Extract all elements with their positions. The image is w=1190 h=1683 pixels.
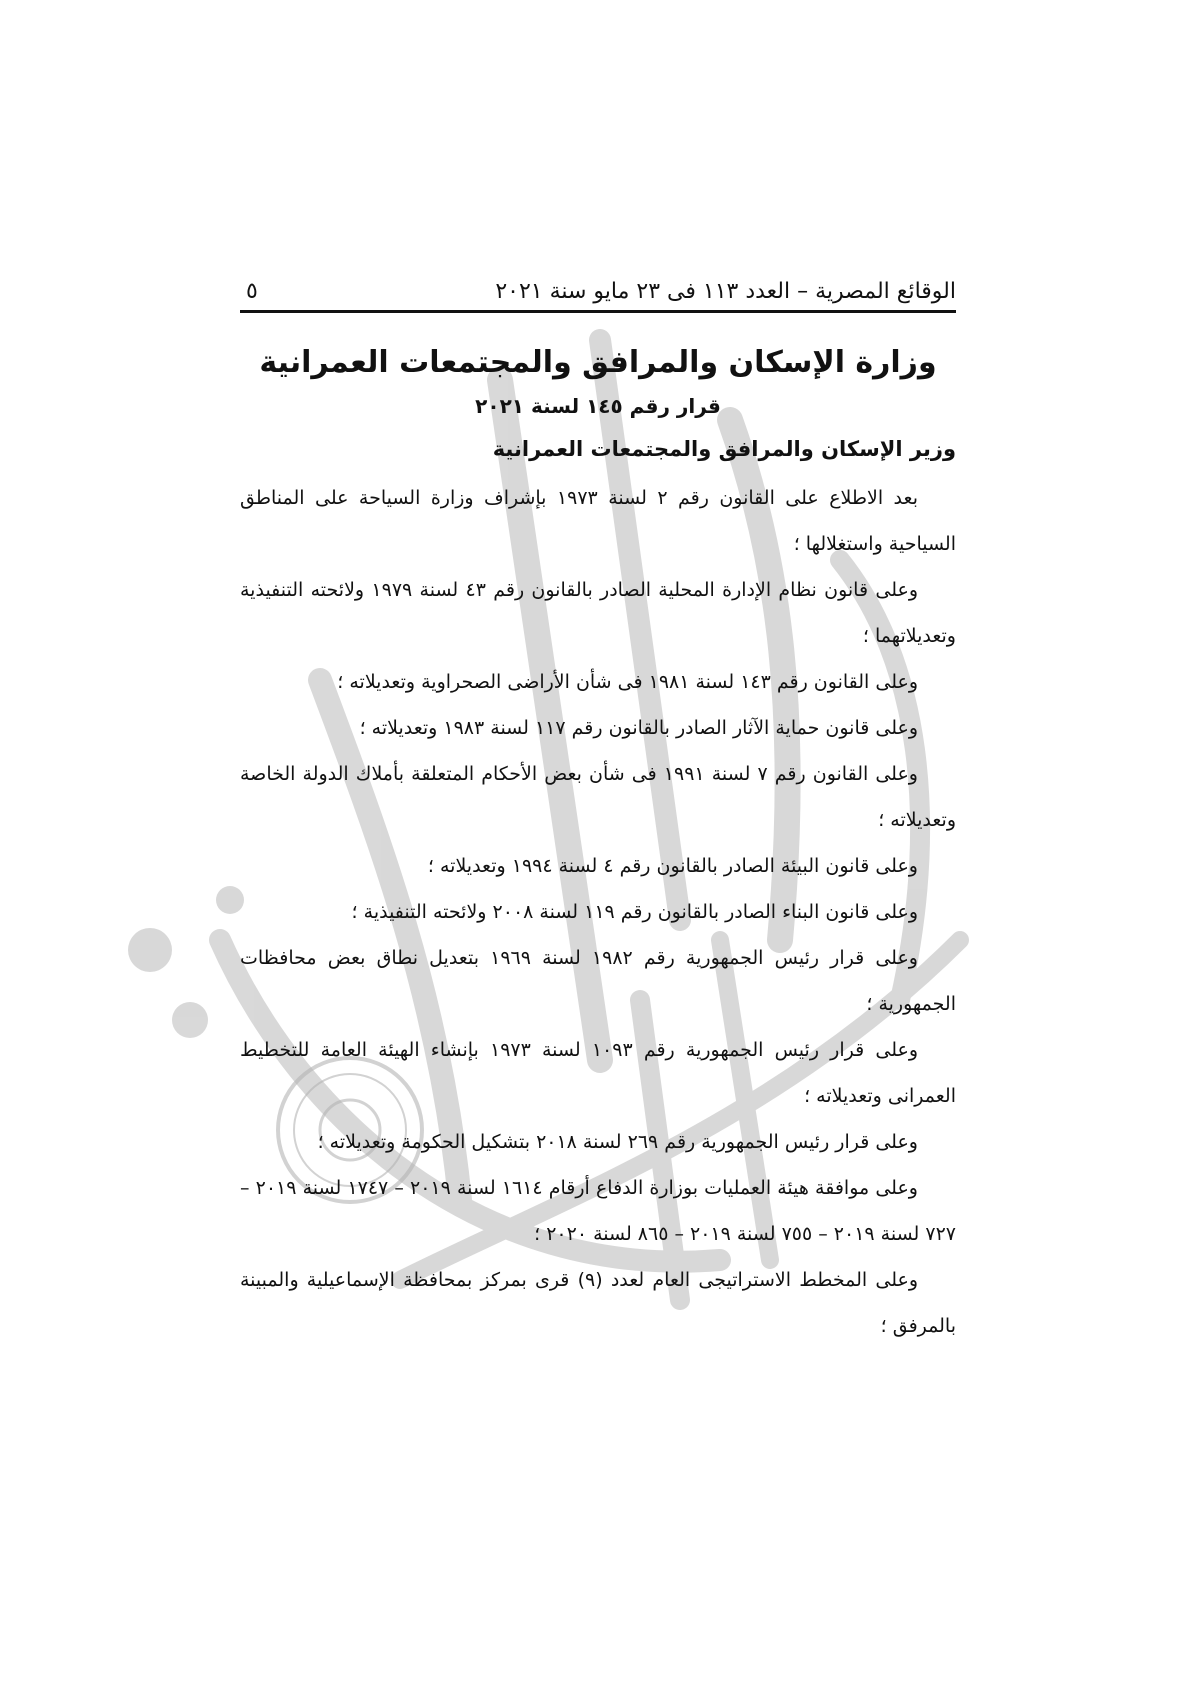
preamble-paragraph: وعلى قانون نظام الإدارة المحلية الصادر بالقانون رقم ٤٣ لسنة ١٩٧٩ ولائحته التنفيذية وتعديلاتهما ؛: [240, 579, 956, 647]
preamble-paragraph: وعلى قرار رئيس الجمهورية رقم ١٩٨٢ لسنة ١٩٦٩ بتعديل نطاق بعض محافظات الجمهورية ؛: [240, 947, 956, 1015]
preamble-paragraph: وعلى قانون حماية الآثار الصادر بالقانون رقم ١١٧ لسنة ١٩٨٣ وتعديلاته ؛: [359, 717, 918, 739]
decree-title: قرار رقم ١٤٥ لسنة ٢٠٢١: [475, 394, 721, 418]
preamble-paragraph: وعلى قرار رئيس الجمهورية رقم ٢٦٩ لسنة ٢٠١٨ بتشكيل الحكومة وتعديلاته ؛: [317, 1131, 918, 1153]
preamble-body: [240, 475, 956, 1349]
page-number: ٥: [246, 279, 258, 304]
minister-title: وزير الإسكان والمرافق والمجتمعات العمرانية: [492, 437, 956, 461]
preamble-paragraph: وعلى قانون البناء الصادر بالقانون رقم ١١٩ لسنة ٢٠٠٨ ولائحته التنفيذية ؛: [351, 901, 918, 923]
preamble-paragraph: بعد الاطلاع على القانون رقم ٢ لسنة ١٩٧٣ بإشراف وزارة السياحة على المناطق السياحية واستغلالها ؛: [240, 487, 956, 555]
running-title: الوقائع المصرية – العدد ١١٣ فى ٢٣ مايو سنة ٢٠٢١: [495, 279, 956, 304]
preamble-paragraph: وعلى قانون البيئة الصادر بالقانون رقم ٤ لسنة ١٩٩٤ وتعديلاته ؛: [427, 855, 918, 877]
document-page: [240, 270, 956, 1349]
preamble-paragraph: وعلى القانون رقم ٧ لسنة ١٩٩١ فى شأن بعض الأحكام المتعلقة بأملاك الدولة الخاصة وتعديلاته ؛: [240, 763, 956, 831]
preamble-paragraph: وعلى موافقة هيئة العمليات بوزارة الدفاع أرقام ١٦١٤ لسنة ٢٠١٩ – ١٧٤٧ لسنة ٢٠١٩ – ٧٢٧ لسنة ٢٠١٩ – ٧٥٥ لسنة ٢٠١٩ – ٨٦٥ لسنة ٢٠٢٠ ؛: [240, 1177, 956, 1245]
running-header: [240, 270, 956, 313]
ministry-title: وزارة الإسكان والمرافق والمجتمعات العمرانية: [259, 345, 937, 380]
preamble-paragraph: وعلى قرار رئيس الجمهورية رقم ١٠٩٣ لسنة ١٩٧٣ بإنشاء الهيئة العامة للتخطيط العمرانى وتعديلاته ؛: [240, 1039, 956, 1107]
preamble-paragraph: وعلى المخطط الاستراتيجى العام لعدد (٩) قرى بمركز بمحافظة الإسماعيلية والمبينة بالمرفق ؛: [240, 1269, 956, 1337]
preamble-paragraph: وعلى القانون رقم ١٤٣ لسنة ١٩٨١ فى شأن الأراضى الصحراوية وتعديلاته ؛: [337, 671, 918, 693]
